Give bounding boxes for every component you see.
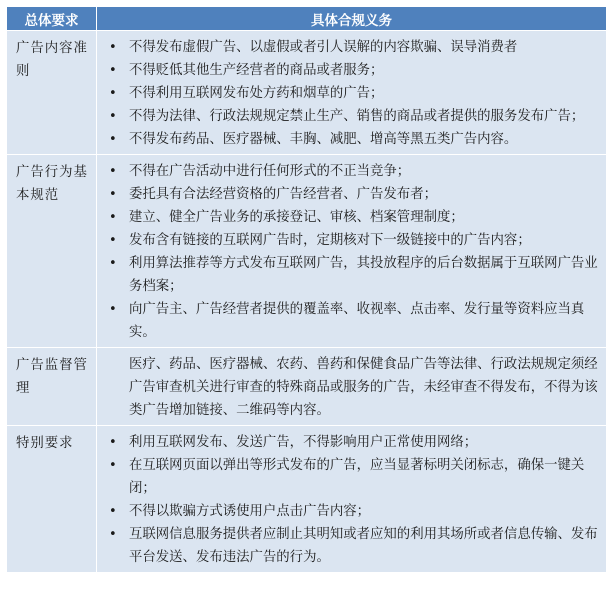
list-item: • 委托具有合法经营资格的广告经营者、广告发布者； — [97, 183, 600, 206]
obligations-cell — [97, 426, 607, 573]
list-item: • 向广告主、广告经营者提供的覆盖率、收视率、点击率、发行量等资料应当真实。 — [97, 298, 600, 344]
table-row — [7, 348, 607, 426]
header-specific-obligations: 具体合规义务 — [97, 7, 607, 31]
obligation-list — [97, 36, 600, 151]
compliance-table — [6, 6, 607, 573]
obligations-cell — [97, 155, 607, 348]
table-row — [7, 31, 607, 155]
list-item: • 不得贬低其他生产经营者的商品或者服务； — [97, 59, 600, 82]
list-item: • 在互联网页面以弹出等形式发布的广告，应当显著标明关闭标志，确保一键关闭； — [97, 454, 600, 500]
list-item: • 不得在广告活动中进行任何形式的不正当竞争； — [97, 160, 600, 183]
table-row — [7, 155, 607, 348]
list-item: • 不得利用互联网发布处方药和烟草的广告； — [97, 82, 600, 105]
obligation-list — [97, 160, 600, 344]
list-item: • 利用互联网发布、发送广告，不得影响用户正常使用网络； — [97, 431, 600, 454]
list-item: • 不得发布药品、医疗器械、丰胸、减肥、增高等黑五类广告内容。 — [97, 128, 600, 151]
category-ad-content-rules: 广告内容准则 — [7, 31, 97, 155]
list-item: • 发布含有链接的互联网广告时，定期核对下一级链接中的广告内容； — [97, 229, 600, 252]
category-ad-conduct-norms: 广告行为基本规范 — [7, 155, 97, 348]
table-header-row — [7, 7, 607, 31]
obligations-cell — [97, 31, 607, 155]
list-item: • 不得发布虚假广告、以虚假或者引人误解的内容欺骗、误导消费者 — [97, 36, 600, 59]
list-item: • 互联网信息服务提供者应制止其明知或者应知的利用其场所或者信息传输、发布平台发送、发布违法广告的行为。 — [97, 523, 600, 569]
obligation-paragraph: 医疗、药品、医疗器械、农药、兽药和保健食品广告等法律、行政法规规定须经广告审查机关进行审查的特殊商品或服务的广告，未经审查不得发布，不得为该类广告增加链接、二维码等内容。 — [129, 357, 598, 418]
list-item: • 利用算法推荐等方式发布互联网广告，其投放程序的后台数据属于互联网广告业务档案； — [97, 252, 600, 298]
list-item: • 不得以欺骗方式诱使用户点击广告内容； — [97, 500, 600, 523]
list-item: • 建立、健全广告业务的承接登记、审核、档案管理制度； — [97, 206, 600, 229]
header-overall-requirement: 总体要求 — [7, 7, 97, 31]
category-ad-supervision: 广告监督管理 — [7, 348, 97, 426]
obligations-cell — [97, 348, 607, 426]
obligation-list — [97, 431, 600, 569]
list-item: • 不得为法律、行政法规规定禁止生产、销售的商品或者提供的服务发布广告； — [97, 105, 600, 128]
table-row — [7, 426, 607, 573]
category-special-requirements: 特别要求 — [7, 426, 97, 573]
